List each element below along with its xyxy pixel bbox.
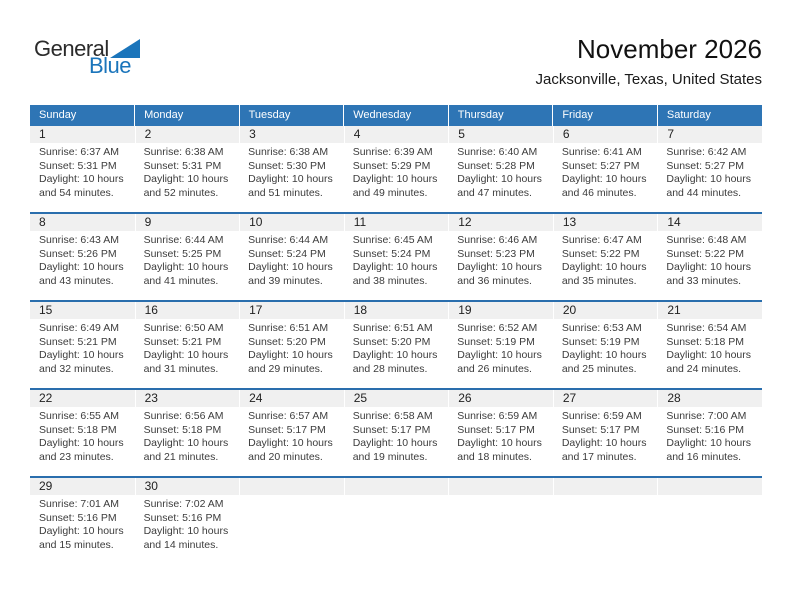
daylight-hours-text: Daylight: 10 hours	[666, 173, 752, 185]
weekday-header-row	[30, 105, 762, 126]
day-info	[448, 231, 553, 300]
daylight-minutes-text: and 19 minutes.	[352, 450, 428, 463]
daylight-minutes-text: and 46 minutes.	[561, 186, 637, 199]
day-cell-27	[553, 389, 658, 477]
day-info	[657, 407, 762, 476]
day-number: 27	[562, 391, 577, 405]
sunrise-text: Sunrise: 6:55 AM	[39, 410, 119, 422]
sunset-text: Sunset: 5:25 PM	[143, 247, 222, 260]
sunrise-text: Sunrise: 6:58 AM	[352, 410, 433, 422]
calendar-table	[30, 105, 762, 564]
daylight-minutes-text: and 35 minutes.	[561, 274, 637, 287]
daylight-minutes-text: and 16 minutes.	[666, 450, 742, 463]
day-number: 24	[249, 391, 263, 405]
daylight-minutes-text: and 20 minutes.	[248, 450, 323, 463]
sunset-text: Sunset: 5:18 PM	[39, 423, 117, 436]
day-number-band	[344, 478, 449, 495]
day-info	[30, 143, 135, 212]
day-cell-1	[30, 126, 135, 213]
sunset-text: Sunset: 5:18 PM	[143, 423, 222, 436]
sunset-text: Sunset: 5:31 PM	[143, 159, 222, 172]
sunrise-text: Sunrise: 6:51 AM	[248, 322, 329, 334]
day-number: 1	[39, 127, 46, 141]
day-number-band	[239, 302, 344, 319]
sunrise-text: Sunrise: 6:42 AM	[666, 146, 747, 158]
day-number: 29	[39, 479, 53, 493]
daylight-minutes-text: and 18 minutes.	[457, 450, 532, 463]
daylight-minutes-text: and 24 minutes.	[666, 362, 742, 375]
daylight-minutes-text: and 44 minutes.	[666, 186, 742, 199]
day-number-band	[30, 302, 135, 319]
empty-day-cell	[657, 477, 762, 564]
daylight-hours-text: Daylight: 10 hours	[666, 349, 752, 361]
daylight-minutes-text: and 54 minutes.	[39, 186, 114, 199]
day-number-band	[135, 302, 240, 319]
daylight-minutes-text: and 17 minutes.	[561, 450, 637, 463]
daylight-minutes-text: and 26 minutes.	[457, 362, 532, 375]
sunset-text: Sunset: 5:20 PM	[248, 335, 326, 348]
day-cell-17	[239, 301, 344, 389]
sunset-text: Sunset: 5:17 PM	[457, 423, 535, 436]
day-cell-9	[135, 213, 240, 301]
daylight-minutes-text: and 33 minutes.	[666, 274, 742, 287]
sunset-text: Sunset: 5:30 PM	[248, 159, 326, 172]
daylight-hours-text: Daylight: 10 hours	[248, 261, 333, 273]
daylight-minutes-text: and 28 minutes.	[352, 362, 428, 375]
sunrise-text: Sunrise: 7:00 AM	[666, 410, 747, 422]
day-number-band	[239, 478, 344, 495]
day-number: 9	[144, 215, 152, 229]
sunset-text: Sunset: 5:16 PM	[39, 511, 117, 524]
day-number-band	[30, 390, 135, 407]
day-number-band	[657, 302, 762, 319]
page-title: November 2026	[577, 34, 762, 64]
daylight-minutes-text: and 31 minutes.	[143, 362, 219, 375]
day-number-band	[448, 214, 553, 231]
day-number-band	[657, 390, 762, 407]
daylight-hours-text: Daylight: 10 hours	[352, 349, 438, 361]
page-subtitle: Jacksonville, Texas, United States	[535, 71, 762, 88]
day-info	[30, 495, 135, 564]
day-number: 12	[458, 215, 472, 229]
empty-day-cell	[344, 477, 449, 564]
sunset-text: Sunset: 5:24 PM	[248, 247, 326, 260]
day-number-band	[135, 390, 240, 407]
day-number: 6	[562, 127, 570, 141]
sunrise-text: Sunrise: 6:59 AM	[561, 410, 642, 422]
daylight-hours-text: Daylight: 10 hours	[39, 173, 124, 185]
day-number: 5	[458, 127, 465, 141]
day-info	[657, 143, 762, 212]
daylight-hours-text: Daylight: 10 hours	[457, 261, 542, 273]
daylight-hours-text: Daylight: 10 hours	[143, 525, 229, 537]
day-number-band	[553, 214, 658, 231]
day-number-band	[239, 214, 344, 231]
daylight-minutes-text: and 32 minutes.	[39, 362, 114, 375]
day-cell-22	[30, 389, 135, 477]
day-number: 16	[144, 303, 158, 317]
day-number: 4	[353, 127, 361, 141]
sunrise-text: Sunrise: 6:57 AM	[248, 410, 329, 422]
day-info	[135, 407, 240, 476]
day-info	[553, 231, 658, 300]
day-cell-28	[657, 389, 762, 477]
sunrise-text: Sunrise: 6:38 AM	[248, 146, 329, 158]
weekday-header-monday: Monday	[135, 105, 240, 126]
daylight-hours-text: Daylight: 10 hours	[561, 349, 647, 361]
day-number: 11	[353, 215, 367, 229]
day-cell-2	[135, 126, 240, 213]
day-cell-25	[344, 389, 449, 477]
day-info	[448, 407, 553, 476]
day-info	[239, 407, 344, 476]
daylight-hours-text: Daylight: 10 hours	[352, 173, 438, 185]
day-number-band	[344, 214, 449, 231]
day-number: 10	[249, 215, 263, 229]
week-row-4	[30, 389, 762, 477]
day-info	[135, 319, 240, 388]
daylight-hours-text: Daylight: 10 hours	[143, 349, 229, 361]
sunrise-text: Sunrise: 6:39 AM	[352, 146, 433, 158]
sunrise-text: Sunrise: 6:37 AM	[39, 146, 119, 158]
day-number: 20	[562, 303, 577, 317]
daylight-hours-text: Daylight: 10 hours	[143, 437, 229, 449]
sunrise-text: Sunrise: 6:48 AM	[666, 234, 747, 246]
sunrise-text: Sunrise: 6:40 AM	[457, 146, 538, 158]
daylight-minutes-text: and 29 minutes.	[248, 362, 323, 375]
day-number-band	[135, 478, 240, 495]
sunset-text: Sunset: 5:22 PM	[561, 247, 640, 260]
day-info	[30, 407, 135, 476]
sunrise-text: Sunrise: 6:44 AM	[143, 234, 224, 246]
day-number: 7	[667, 127, 675, 141]
weekday-header-sunday: Sunday	[30, 105, 135, 126]
sunrise-text: Sunrise: 6:46 AM	[457, 234, 538, 246]
day-cell-10	[239, 213, 344, 301]
logo-text-general: General	[34, 36, 109, 61]
daylight-minutes-text: and 39 minutes.	[248, 274, 323, 287]
sunset-text: Sunset: 5:28 PM	[457, 159, 535, 172]
day-cell-20	[553, 301, 658, 389]
week-row-5	[30, 477, 762, 564]
day-number: 19	[458, 303, 472, 317]
day-info	[553, 319, 658, 388]
sunrise-text: Sunrise: 6:44 AM	[248, 234, 329, 246]
empty-day-cell	[448, 477, 553, 564]
day-number-band	[135, 214, 240, 231]
day-info	[239, 319, 344, 388]
weekday-header-wednesday: Wednesday	[344, 105, 449, 126]
day-info	[135, 231, 240, 300]
day-number-band	[30, 126, 135, 143]
daylight-minutes-text: and 52 minutes.	[143, 186, 219, 199]
day-number-band	[344, 390, 449, 407]
top-bar	[0, 0, 792, 100]
empty-day-cell	[239, 477, 344, 564]
sunrise-text: Sunrise: 6:43 AM	[39, 234, 119, 246]
day-number-band	[344, 302, 449, 319]
day-cell-12	[448, 213, 553, 301]
day-cell-18	[344, 301, 449, 389]
sunrise-text: Sunrise: 7:02 AM	[143, 498, 224, 510]
day-cell-21	[657, 301, 762, 389]
daylight-minutes-text: and 15 minutes.	[39, 538, 114, 551]
day-number: 18	[353, 303, 368, 317]
day-number: 2	[144, 127, 152, 141]
sunset-text: Sunset: 5:20 PM	[352, 335, 431, 348]
general-blue-logo	[34, 38, 140, 77]
daylight-minutes-text: and 38 minutes.	[352, 274, 428, 287]
daylight-hours-text: Daylight: 10 hours	[39, 525, 124, 537]
day-info	[344, 407, 449, 476]
empty-day-cell	[553, 477, 658, 564]
daylight-minutes-text: and 21 minutes.	[143, 450, 219, 463]
day-number: 17	[249, 303, 263, 317]
day-info	[657, 231, 762, 300]
sunrise-text: Sunrise: 6:47 AM	[561, 234, 642, 246]
sunset-text: Sunset: 5:31 PM	[39, 159, 117, 172]
day-number: 30	[144, 479, 158, 493]
day-cell-14	[657, 213, 762, 301]
day-info	[553, 143, 658, 212]
day-cell-26	[448, 389, 553, 477]
day-cell-8	[30, 213, 135, 301]
day-cell-30	[135, 477, 240, 564]
daylight-hours-text: Daylight: 10 hours	[561, 437, 647, 449]
daylight-hours-text: Daylight: 10 hours	[457, 173, 542, 185]
daylight-hours-text: Daylight: 10 hours	[457, 349, 542, 361]
day-number-band	[553, 126, 658, 143]
sunset-text: Sunset: 5:17 PM	[561, 423, 640, 436]
sunset-text: Sunset: 5:23 PM	[457, 247, 535, 260]
day-cell-6	[553, 126, 658, 213]
sunset-text: Sunset: 5:24 PM	[352, 247, 431, 260]
weekday-header-thursday: Thursday	[448, 105, 553, 126]
sunset-text: Sunset: 5:26 PM	[39, 247, 117, 260]
week-row-3	[30, 301, 762, 389]
sunrise-text: Sunrise: 6:56 AM	[143, 410, 224, 422]
sunrise-text: Sunrise: 6:52 AM	[457, 322, 538, 334]
sunset-text: Sunset: 5:16 PM	[666, 423, 745, 436]
day-number-band	[30, 214, 135, 231]
weekday-header-friday: Friday	[553, 105, 658, 126]
day-info	[448, 319, 553, 388]
daylight-minutes-text: and 49 minutes.	[352, 186, 428, 199]
week-row-2	[30, 213, 762, 301]
day-number-band	[239, 126, 344, 143]
sunset-text: Sunset: 5:18 PM	[666, 335, 745, 348]
day-number-band	[657, 214, 762, 231]
daylight-minutes-text: and 25 minutes.	[561, 362, 637, 375]
daylight-hours-text: Daylight: 10 hours	[39, 261, 124, 273]
sunrise-text: Sunrise: 6:50 AM	[143, 322, 224, 334]
sunset-text: Sunset: 5:17 PM	[248, 423, 326, 436]
daylight-minutes-text: and 41 minutes.	[143, 274, 219, 287]
daylight-hours-text: Daylight: 10 hours	[39, 437, 124, 449]
daylight-hours-text: Daylight: 10 hours	[352, 261, 438, 273]
sunrise-text: Sunrise: 6:59 AM	[457, 410, 538, 422]
day-number-band	[657, 126, 762, 143]
day-info	[239, 231, 344, 300]
day-number-band	[553, 390, 658, 407]
sunrise-text: Sunrise: 6:49 AM	[39, 322, 119, 334]
day-number-band	[448, 126, 553, 143]
day-cell-23	[135, 389, 240, 477]
day-cell-3	[239, 126, 344, 213]
sunrise-text: Sunrise: 6:53 AM	[561, 322, 642, 334]
day-info	[30, 231, 135, 300]
daylight-minutes-text: and 23 minutes.	[39, 450, 114, 463]
daylight-minutes-text: and 51 minutes.	[248, 186, 323, 199]
day-number: 22	[39, 391, 53, 405]
day-number-band	[239, 390, 344, 407]
day-number-band	[448, 478, 553, 495]
daylight-hours-text: Daylight: 10 hours	[352, 437, 438, 449]
day-cell-15	[30, 301, 135, 389]
day-cell-29	[30, 477, 135, 564]
day-number: 28	[667, 391, 681, 405]
day-number-band	[135, 126, 240, 143]
day-number-band	[553, 302, 658, 319]
daylight-minutes-text: and 36 minutes.	[457, 274, 532, 287]
day-number-band	[553, 478, 658, 495]
day-info	[448, 143, 553, 212]
weekday-header-saturday: Saturday	[657, 105, 762, 126]
day-cell-13	[553, 213, 658, 301]
day-number-band	[448, 390, 553, 407]
daylight-hours-text: Daylight: 10 hours	[248, 437, 333, 449]
day-info	[239, 143, 344, 212]
sunset-text: Sunset: 5:29 PM	[352, 159, 431, 172]
day-cell-11	[344, 213, 449, 301]
day-number-band	[448, 302, 553, 319]
day-info	[344, 231, 449, 300]
daylight-hours-text: Daylight: 10 hours	[666, 437, 752, 449]
daylight-hours-text: Daylight: 10 hours	[143, 261, 229, 273]
daylight-hours-text: Daylight: 10 hours	[561, 261, 647, 273]
weekday-header-tuesday: Tuesday	[239, 105, 344, 126]
day-number: 23	[144, 391, 158, 405]
daylight-hours-text: Daylight: 10 hours	[143, 173, 229, 185]
day-number-band	[30, 478, 135, 495]
day-number: 3	[249, 127, 256, 141]
day-number: 8	[39, 215, 46, 229]
logo-text-blue: Blue	[89, 53, 132, 78]
day-number: 15	[39, 303, 53, 317]
day-info	[657, 319, 762, 388]
day-cell-24	[239, 389, 344, 477]
sunset-text: Sunset: 5:19 PM	[457, 335, 535, 348]
daylight-hours-text: Daylight: 10 hours	[248, 173, 333, 185]
day-info	[553, 407, 658, 476]
sunset-text: Sunset: 5:22 PM	[666, 247, 745, 260]
sunrise-text: Sunrise: 6:54 AM	[666, 322, 747, 334]
daylight-hours-text: Daylight: 10 hours	[666, 261, 752, 273]
sunrise-text: Sunrise: 6:45 AM	[352, 234, 433, 246]
week-row-1	[30, 126, 762, 213]
day-cell-4	[344, 126, 449, 213]
sunrise-text: Sunrise: 6:51 AM	[352, 322, 433, 334]
daylight-minutes-text: and 43 minutes.	[39, 274, 114, 287]
sunset-text: Sunset: 5:27 PM	[561, 159, 640, 172]
day-cell-5	[448, 126, 553, 213]
sunset-text: Sunset: 5:16 PM	[143, 511, 222, 524]
day-cell-19	[448, 301, 553, 389]
sunset-text: Sunset: 5:21 PM	[143, 335, 222, 348]
sunset-text: Sunset: 5:27 PM	[666, 159, 745, 172]
day-info	[30, 319, 135, 388]
day-number: 26	[458, 391, 472, 405]
sunrise-text: Sunrise: 6:41 AM	[561, 146, 642, 158]
daylight-hours-text: Daylight: 10 hours	[457, 437, 542, 449]
day-info	[135, 143, 240, 212]
day-number: 25	[353, 391, 368, 405]
day-cell-16	[135, 301, 240, 389]
daylight-hours-text: Daylight: 10 hours	[248, 349, 333, 361]
daylight-minutes-text: and 14 minutes.	[143, 538, 219, 551]
day-cell-7	[657, 126, 762, 213]
sunset-text: Sunset: 5:17 PM	[352, 423, 431, 436]
day-number: 13	[562, 215, 577, 229]
sunrise-text: Sunrise: 7:01 AM	[39, 498, 119, 510]
daylight-hours-text: Daylight: 10 hours	[561, 173, 647, 185]
day-number: 21	[667, 303, 681, 317]
day-info	[135, 495, 240, 564]
sunrise-text: Sunrise: 6:38 AM	[143, 146, 224, 158]
day-info	[344, 319, 449, 388]
daylight-hours-text: Daylight: 10 hours	[39, 349, 124, 361]
sunset-text: Sunset: 5:21 PM	[39, 335, 117, 348]
day-number-band	[344, 126, 449, 143]
title-block	[535, 34, 762, 89]
day-info	[344, 143, 449, 212]
daylight-minutes-text: and 47 minutes.	[457, 186, 532, 199]
day-number: 14	[667, 215, 681, 229]
day-number-band	[657, 478, 762, 495]
sunset-text: Sunset: 5:19 PM	[561, 335, 640, 348]
